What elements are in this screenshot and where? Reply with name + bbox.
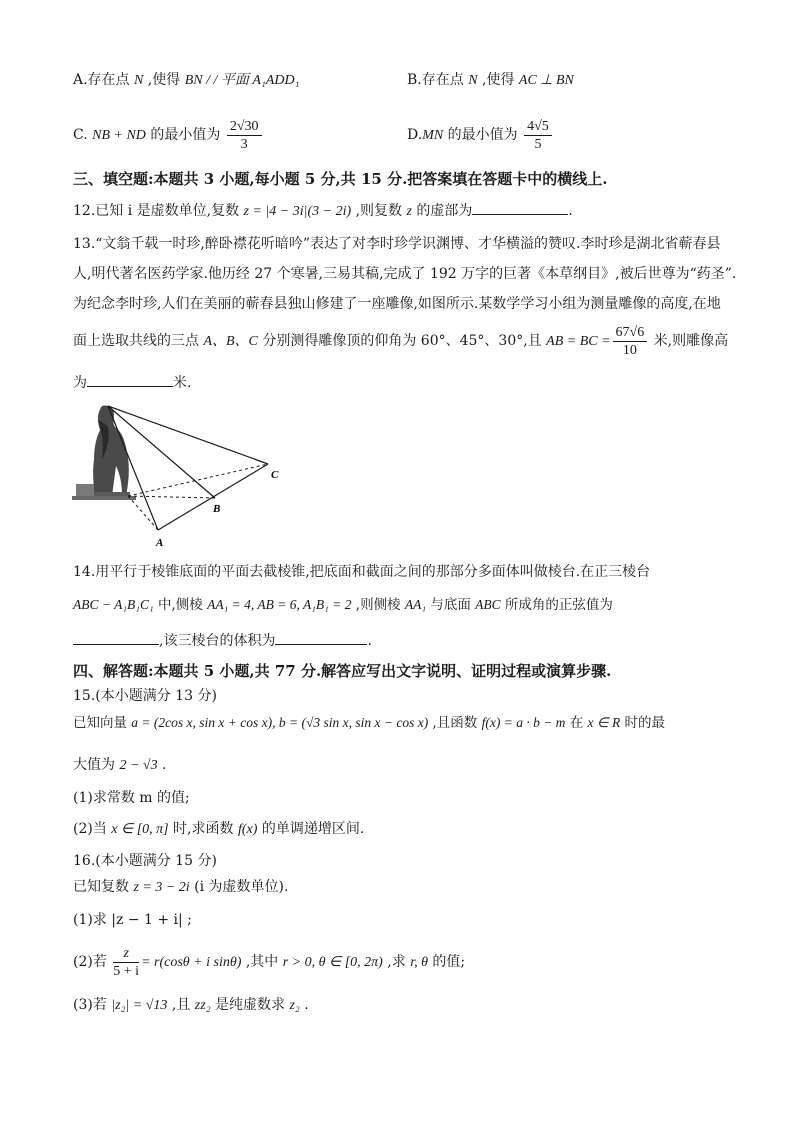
section-4-heading: 四、解答题:本题共 5 小题,共 77 分.解答应写出文字说明、证明过程或演算步骤.: [73, 662, 612, 680]
q16-part2-numerator: z: [113, 945, 139, 963]
option-b-expr: AC ⊥ BN: [518, 73, 574, 88]
option-c-expr: NB + ND: [92, 128, 146, 143]
q13-line-5: [73, 372, 191, 393]
q14-values: AA₁ = 4, AB = 6, A₁B₁ = 2: [207, 597, 352, 612]
q16-part2-expr: = r(cosθ + i sinθ): [141, 955, 242, 970]
q15-interval: x ∈ [0, π]: [111, 822, 169, 837]
q15-prefix: 已知向量: [73, 715, 132, 731]
q14-post: ,则侧棱: [351, 597, 405, 613]
q15-tail: 时的最: [620, 715, 666, 731]
q15-domain: x ∈ R: [587, 715, 621, 730]
q16-part2-prefix: (2)若: [73, 954, 112, 970]
label-a: A: [156, 537, 164, 549]
q14-line-2: [73, 595, 613, 615]
q16-part-2: [73, 940, 465, 985]
q15-post: 在: [565, 715, 588, 731]
option-a-expr: BN / / 平面 A₁ADD₁: [184, 73, 300, 88]
option-d-mid: 的最小值为: [443, 127, 523, 143]
option-c-prefix: C.: [73, 127, 93, 143]
q16-title: 16.(本小题满分 15 分): [73, 853, 217, 869]
option-a-prefix: A.存在点: [73, 72, 135, 88]
q12-prefix: 12.已知 i 是虚数单位,复数: [73, 203, 244, 219]
q14-line-1: 14.用平行于棱锥底面的平面去截棱锥,把底面和截面之间的那部分多面体叫做棱台.在正三棱台: [73, 564, 651, 580]
q15-line2-end: .: [157, 757, 167, 773]
label-c: C: [271, 469, 279, 481]
q12-answer-blank[interactable]: [472, 200, 568, 215]
q15-title: 15.(本小题满分 13 分): [73, 688, 217, 704]
q13-line4-tail: 米,则雕像高: [649, 333, 729, 349]
q12-tail: 的虚部为: [411, 203, 473, 219]
ground-line-abc: [158, 464, 268, 530]
q15-function: f(x) = a · b − m: [481, 715, 566, 730]
q13-denominator: 10: [622, 342, 637, 358]
q15-max-value: 2 − √3: [119, 758, 158, 773]
q12-mid: ,则复数: [351, 203, 407, 219]
q15-mid: ,且函数: [428, 715, 482, 731]
q15-line-1: [73, 713, 665, 733]
q15-line-2: [73, 755, 167, 776]
question-12: [73, 200, 573, 222]
q14-face: ABC: [475, 597, 501, 612]
q13-angles: 分别测得雕像顶的仰角为 60°、45°、30°,且: [257, 333, 547, 349]
option-a-mid: ,使得: [143, 72, 185, 88]
q14-line3-mid: ,该三棱台的体积为: [159, 633, 276, 649]
q16-part-3: [73, 995, 309, 1016]
q16-part2-condition: r > 0, θ ∈ [0, 2π): [282, 955, 383, 970]
q15-part2-function: f(x): [237, 822, 258, 837]
ground-lines: [128, 464, 268, 530]
option-c-fraction: [227, 118, 262, 153]
q16-part3-expr: |z₂| = √13: [111, 998, 168, 1013]
option-c-mid: 的最小值为: [145, 127, 225, 143]
q13-fraction: [613, 324, 648, 359]
q14-end: 所成角的正弦值为: [500, 597, 613, 613]
base-to-a: [128, 496, 158, 530]
q14-frustum: ABC − A₁B₁C₁: [73, 597, 154, 612]
q16-part3-end: .: [299, 997, 309, 1013]
q16-part2-post: ,求: [382, 954, 411, 970]
q16-line-1: [73, 877, 288, 898]
q13-points: A、B、C: [203, 334, 258, 349]
q14-line3-end: .: [367, 633, 372, 649]
q13-line-2: 人,明代著名医药学家.他历经 27 个寒暑,三易其稿,完成了 192 万字的巨著《本草纲目》,被后世尊为“药圣”.: [73, 266, 737, 282]
option-c: [73, 116, 264, 155]
q16-part3-post: 是纯虚数求: [210, 997, 290, 1013]
option-b-mid: ,使得: [477, 72, 519, 88]
q15-part-1: (1)求常数 m 的值;: [73, 790, 190, 806]
option-b-prefix: B.存在点: [407, 72, 469, 88]
q13-answer-blank[interactable]: [87, 372, 173, 387]
option-c-denominator: 3: [240, 136, 248, 152]
section-3-heading: 三、填空题:本题共 3 小题,每小题 5 分,共 15 分.把答案填在答题卡中的横线上.: [73, 170, 608, 188]
q14-edge: AA₁: [404, 597, 427, 612]
option-d-denominator: 5: [534, 136, 542, 152]
q16-complex: z = 3 − 2i: [133, 880, 190, 895]
q13-line4-prefix: 面上选取共线的三点: [73, 333, 204, 349]
q15-vectors: a = (2cos x, sin x + cos x), b = (√3 sin x, sin x − cos x): [131, 715, 429, 730]
q16-part2-denominator: 5 + i: [113, 963, 140, 979]
q13-numerator: 67√6: [613, 324, 648, 342]
option-d-numerator: 4√5: [524, 118, 552, 136]
q13-line-3: 为纪念李时珍,人们在美丽的蕲春县独山修建了一座雕像,如图所示.某数学学习小组为测量雕像的高度,在地: [73, 296, 721, 312]
q14-mid: 中,侧棱: [153, 597, 208, 613]
option-d-fraction: [524, 118, 552, 153]
q15-part2-prefix: (2)当: [73, 821, 112, 837]
q14-tail: 与底面: [426, 597, 476, 613]
option-a-point: N: [134, 73, 144, 88]
option-d-expr: MN: [422, 128, 444, 143]
q15-part2-mid: 时,求函数: [168, 821, 238, 837]
base-to-b: [128, 496, 215, 498]
q15-part2-tail: 的单调递增区间.: [257, 821, 365, 837]
q16-part3-prefix: (3)若: [73, 997, 112, 1013]
q12-variable: z: [406, 204, 412, 219]
statue-figure: [72, 400, 302, 550]
label-b: B: [213, 503, 221, 515]
q13-line-1: 13.“文翁千载一时珍,醉卧襟花听暗吟”表达了对李时珍学识渊博、才华横溢的赞叹.李时珍是湖北省蕲春县: [73, 236, 721, 252]
q16-part3-mid: ,且: [167, 997, 195, 1013]
q16-part2-mid: ,其中: [241, 954, 283, 970]
option-b-point: N: [468, 73, 478, 88]
q16-part-1: (1)求 |z − 1 + i| ;: [73, 912, 192, 928]
base-to-c: [128, 464, 268, 496]
option-a: [73, 70, 299, 91]
q13-expression: AB = BC =: [546, 334, 611, 349]
line-top-to-c: [108, 406, 268, 464]
sight-lines: [108, 406, 268, 530]
q16-part2-fraction: [113, 945, 139, 980]
q14-blank-2[interactable]: [275, 630, 367, 645]
q12-end: .: [568, 203, 573, 219]
q14-blank-1[interactable]: [73, 630, 159, 645]
q16-part2-tail: 的值;: [427, 954, 466, 970]
q13-line5-prefix: 为: [73, 375, 87, 391]
q14-line-3: [73, 630, 372, 651]
q16-part2-vars: r, θ: [410, 955, 428, 970]
option-b: [407, 70, 574, 91]
q16-prefix: 已知复数: [73, 879, 134, 895]
q15-part-2: [73, 819, 364, 840]
q16-part3-product: zz₂: [194, 998, 211, 1013]
option-c-numerator: 2√30: [227, 118, 262, 136]
option-d-prefix: D.: [407, 127, 423, 143]
q16-part3-z2: z₂: [289, 998, 300, 1013]
q13-line-4: [73, 322, 728, 361]
option-d: [407, 116, 554, 155]
q15-line2-prefix: 大值为: [73, 757, 120, 773]
q12-expression: z = |4 − 3i|(3 − 2i): [243, 204, 352, 219]
q13-line5-tail: 米.: [173, 375, 192, 391]
q16-post: (i 为虚数单位).: [189, 879, 289, 895]
